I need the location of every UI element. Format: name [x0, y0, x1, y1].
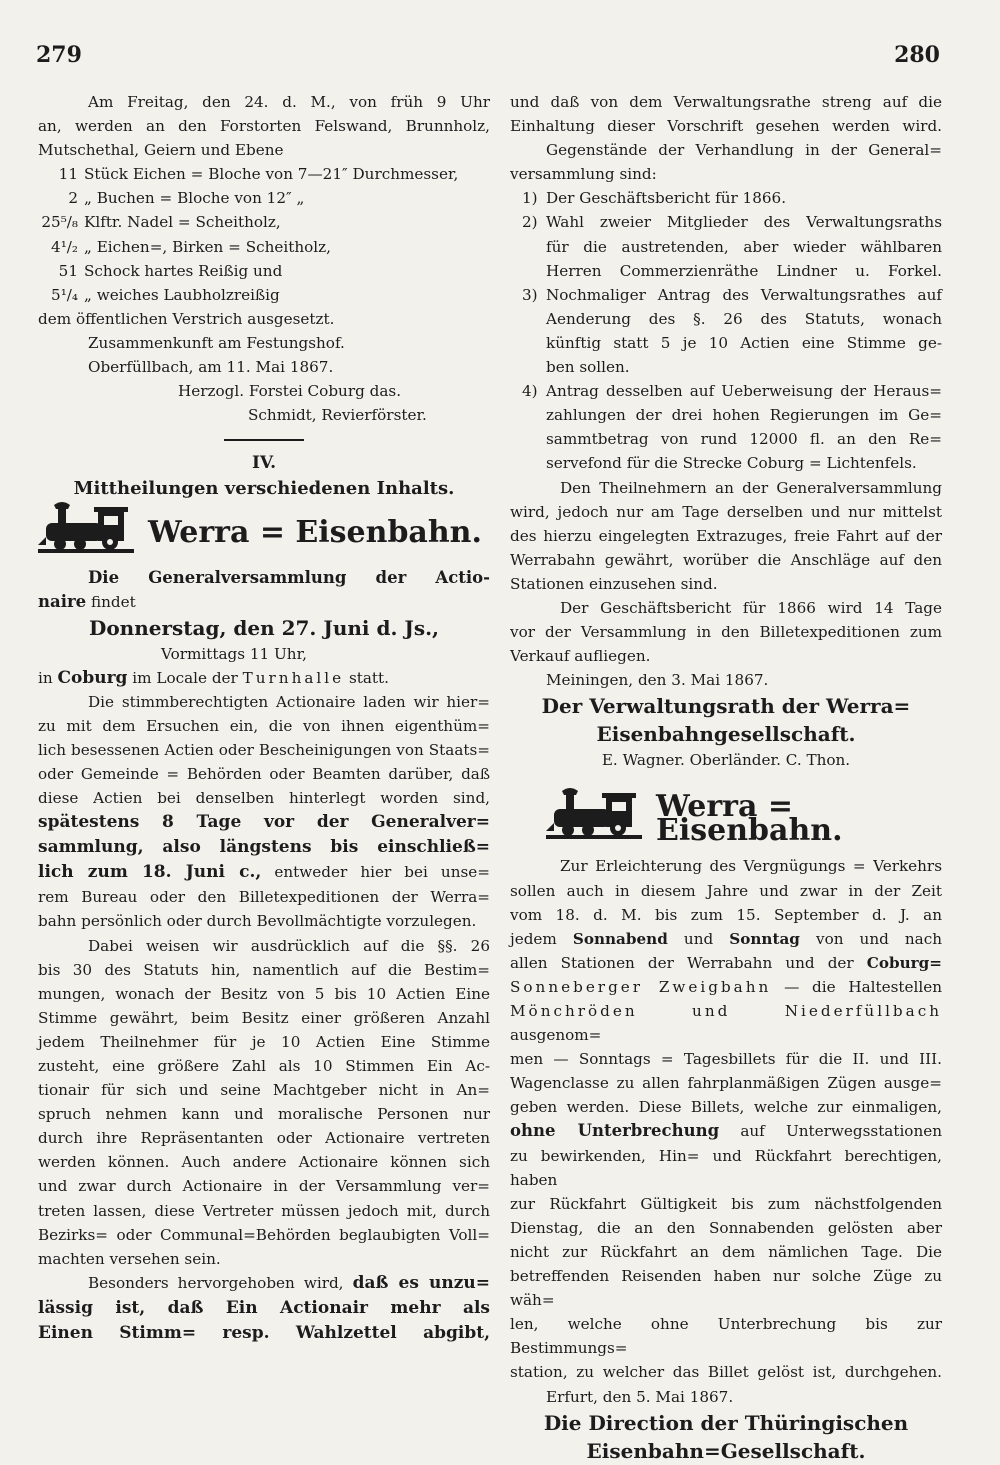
- text-line: jedem Sonnabend und Sonntag von und nach: [510, 929, 943, 948]
- text-line: lich zum 18. Juni c., entweder hier bei unse=: [38, 862, 491, 883]
- quantity: 11: [58, 165, 78, 184]
- meeting-location: in Coburg im Locale der Turnhalle statt.: [38, 667, 389, 688]
- text-line: Stationen einzusehen sind.: [510, 574, 718, 593]
- item-desc: Stück Eichen = Bloche von 7—21″ Durchmesser,: [84, 165, 459, 184]
- locomotive-icon: [38, 501, 134, 566]
- text-line: vom 18. d. M. bis zum 15. September d. J. an: [510, 905, 942, 924]
- place-date: Oberfüllbach, am 11. Mai 1867.: [88, 358, 334, 377]
- text-line: spruch nehmen kann und moralische Personen nur: [38, 1105, 490, 1124]
- agenda-item: [510, 210, 942, 282]
- agenda-number: 3): [522, 285, 538, 304]
- text-line: zu bewirkenden, Hin= und Rückfahrt berechtigen, haben: [510, 1146, 942, 1189]
- text-line: lich besessenen Actien oder Bescheinigungen von Staats=: [38, 741, 490, 760]
- text-line: zusteht, eine größere Zahl als 10 Stimmen Ein Ac-: [38, 1057, 490, 1075]
- text-line: Die stimmberechtigten Actionaire laden wir hier=: [88, 692, 490, 711]
- page-number-left: 279: [36, 42, 82, 68]
- text-line: men — Sonntags = Tagesbillets für die II. und III.: [510, 1050, 942, 1069]
- text-line: Antrag desselben auf Ueberweisung der Heraus=: [546, 382, 942, 401]
- meeting-date: Donnerstag, den 27. Juni d. Js.,: [88, 615, 440, 640]
- quantity: 2: [68, 189, 78, 208]
- meeting-time: Vormittags 11 Uhr,: [161, 644, 307, 663]
- text-line: Wagenclasse zu allen fahrplanmäßigen Zügen ausge=: [510, 1074, 942, 1093]
- text-line: zahlungen der drei hohen Regierungen im Ge=: [546, 406, 942, 425]
- text-line: betreffenden Reisenden haben nur solche Züge zu wäh=: [510, 1267, 942, 1310]
- agenda-item: [510, 379, 942, 475]
- text-line: vor der Versammlung in den Billetexpeditionen zum: [510, 623, 942, 642]
- text-line: station, zu welcher das Billet gelöst ist, durchgehen.: [510, 1363, 942, 1382]
- text-line: nicht zur Rückfahrt an dem nämlichen Tage. Die: [510, 1242, 942, 1261]
- text-line: Herren Commerzienräthe Lindner u. Forkel.: [546, 261, 942, 280]
- text-line: sammtbetrag von rund 12000 fl. an den Re=: [546, 430, 942, 449]
- place-date: Meiningen, den 3. Mai 1867.: [546, 671, 769, 690]
- signature: Der Verwaltungsrath der Werra=: [541, 694, 911, 719]
- text-line: bis 30 des Statuts hin, namentlich auf die Bestim=: [38, 960, 490, 979]
- text-line: Dienstag, die an den Sonnabenden gelösten aber: [510, 1218, 942, 1237]
- item-desc: Schock hartes Reißig und: [84, 261, 283, 280]
- text-line: treten lassen, diese Vertreter müssen jedoch mit, durch: [38, 1201, 490, 1220]
- text-line: zu mit dem Ersuchen ein, die von ihnen eigenthüm=: [38, 716, 490, 735]
- text-line: naire findet: [38, 591, 136, 611]
- list-item: [38, 235, 490, 259]
- agenda-item: [510, 186, 942, 210]
- list-item: [38, 283, 490, 307]
- item-desc: „ Eichen=, Birken = Scheitholz,: [84, 237, 331, 256]
- item-desc: „ Buchen = Bloche von 12″ „: [84, 189, 305, 208]
- werra-header: [510, 784, 942, 854]
- text-line: und daß von dem Verwaltungsrathe streng auf die: [510, 93, 942, 111]
- text-line: Nochmaliger Antrag des Verwaltungsrathes auf: [546, 285, 942, 304]
- text-line: geben werden. Diese Billets, welche zur einmaligen,: [510, 1098, 942, 1117]
- item-desc: „ weiches Laubholzreißig: [84, 285, 280, 304]
- quantity: 51: [58, 261, 78, 280]
- place-date: Erfurt, den 5. Mai 1867.: [546, 1387, 734, 1406]
- signature: Schmidt, Revierförster.: [248, 406, 427, 425]
- signature-names: E. Wagner. Oberländer. C. Thon.: [601, 751, 851, 770]
- text-line: mungen, wonach der Besitz von 5 bis 10 Actien Eine: [38, 984, 490, 1003]
- text-line: sammlung, also längstens bis einschließ=: [38, 837, 490, 858]
- text-line: Die Generalversammlung der Actio-: [88, 567, 490, 587]
- text-line: Zur Erleichterung des Vergnügungs = Verkehrs: [560, 857, 942, 876]
- right-column: [510, 90, 942, 1465]
- text-line: oder Gemeinde = Behörden oder Beamten darüber, daß: [38, 765, 490, 784]
- text-line: dem öffentlichen Verstrich ausgesetzt.: [38, 309, 335, 328]
- left-column: [38, 90, 490, 1346]
- signature: Die Direction der Thüringischen: [543, 1410, 909, 1435]
- text-line: lässig ist, daß Ein Actionair mehr als: [38, 1297, 490, 1318]
- text-line: Einhaltung dieser Vorschrift gesehen werden wird.: [510, 117, 942, 136]
- text-line: diese Actien bei denselben hinterlegt worden sind,: [38, 789, 490, 808]
- text-line: ohne Unterbrechung auf Unterwegsstationen: [510, 1121, 943, 1141]
- text-line: Der Geschäftsbericht für 1866.: [546, 189, 787, 208]
- signature: Eisenbahn=Gesellschaft.: [586, 1438, 866, 1463]
- text-line: jedem Theilnehmer für je 10 Actien Eine Stimme: [38, 1032, 490, 1051]
- text-line: tionair für sich und seine Machtgeber nicht in An=: [38, 1081, 490, 1100]
- text-line: machten versehen sein.: [38, 1249, 221, 1268]
- text-line: für die austretenden, aber wieder wählbaren: [546, 237, 942, 256]
- text-line: spätestens 8 Tage vor der Generalver=: [38, 812, 490, 833]
- text-line: Gegenstände der Verhandlung in der General=: [546, 141, 942, 160]
- item-desc: Klftr. Nadel = Scheitholz,: [84, 213, 281, 232]
- text-line: ben sollen.: [546, 358, 630, 377]
- text-line: Stimme gewährt, beim Besitz einer größeren Anzahl: [38, 1008, 490, 1027]
- text-line: durch ihre Repräsentanten oder Actionaire vertreten: [38, 1129, 490, 1148]
- text-line: Einen Stimm= resp. Wahlzettel abgibt,: [38, 1322, 490, 1343]
- timber-list: [38, 162, 490, 307]
- list-item: [38, 210, 490, 234]
- text-line: wird, jedoch nur am Tage derselben und nur mittelst: [510, 502, 942, 521]
- werra-header: [38, 502, 490, 566]
- text-line: Der Geschäftsbericht für 1866 wird 14 Tage: [560, 598, 942, 617]
- text-line: Sonneberger Zweigbahn — die Haltestellen: [510, 977, 942, 996]
- divider: [224, 439, 304, 441]
- text-line: Bezirks= oder Communal=Behörden beglaubigten Voll=: [38, 1225, 490, 1244]
- section-number: IV.: [251, 453, 277, 474]
- text-line: Dabei weisen wir ausdrücklich auf die §§. 26: [88, 936, 490, 955]
- list-item: [38, 186, 490, 210]
- agenda-number: 2): [522, 213, 538, 232]
- list-item: [38, 162, 490, 186]
- text-line: Wahl zweier Mitglieder des Verwaltungsraths: [546, 213, 942, 232]
- text-line: len, welche ohne Unterbrechung bis zur Bestimmungs=: [510, 1315, 942, 1358]
- section-title: Mittheilungen verschiedenen Inhalts.: [73, 478, 455, 500]
- page-number-right: 280: [894, 42, 940, 68]
- signature: Herzogl. Forstei Coburg das.: [178, 382, 402, 401]
- quantity: 5¹/₄: [51, 285, 78, 304]
- text-line: an, werden an den Forstorten Felswand, Brunnholz,: [38, 117, 490, 136]
- werra-title: Werra = Eisenbahn.: [656, 789, 843, 849]
- text-line: des hierzu eingelegten Extrazuges, freie Fahrt auf der: [510, 526, 942, 545]
- text-line: Werrabahn gewährt, worüber die Anschläge auf den: [510, 550, 942, 569]
- quantity: 4¹/₂: [51, 237, 78, 256]
- text-line: Am Freitag, den 24. d. M., von früh 9 Uhr: [88, 93, 490, 111]
- text-line: servefond für die Strecke Coburg = Lichtenfels.: [546, 454, 917, 473]
- signature: Eisenbahngesellschaft.: [596, 722, 856, 747]
- list-item: [38, 259, 490, 283]
- text-line: Aenderung des §. 26 des Statuts, wonach: [546, 309, 942, 328]
- agenda-number: 4): [522, 382, 538, 401]
- text-line: Besonders hervorgehoben wird, daß es unzu=: [88, 1272, 491, 1293]
- locomotive-icon: [546, 787, 642, 852]
- text-line: bahn persönlich oder durch Bevollmächtigte vorzulegen.: [38, 912, 477, 931]
- text-line: allen Stationen der Werrabahn und der Coburg=: [510, 953, 942, 972]
- text-line: rem Bureau oder den Billetexpeditionen der Werra=: [38, 888, 490, 907]
- text-line: Mutschethal, Geiern und Ebene: [38, 141, 284, 160]
- text-line: versammlung sind:: [510, 165, 657, 184]
- text-line: werden können. Auch andere Actionaire können sich: [38, 1153, 490, 1172]
- text-line: zur Rückfahrt Gültigkeit bis zum nächstfolgenden: [510, 1194, 942, 1213]
- text-line: Verkauf aufliegen.: [510, 647, 651, 666]
- quantity: 25⁵/₈: [41, 213, 78, 232]
- text-line: künftig statt 5 je 10 Actien eine Stimme ge-: [546, 333, 942, 352]
- agenda-item: [510, 283, 942, 379]
- werra-title: Werra = Eisenbahn.: [148, 515, 482, 551]
- text-line: Zusammenkunft am Festungshof.: [88, 333, 345, 352]
- text-line: Den Theilnehmern an der Generalversammlung: [560, 478, 942, 497]
- agenda-number: 1): [522, 189, 538, 208]
- text-line: und zwar durch Actionaire in der Versammlung ver=: [38, 1177, 490, 1196]
- text-line: sollen auch in diesem Jahre und zwar in der Zeit: [510, 881, 942, 900]
- text-line: Mönchröden und Niederfüllbach ausgenom=: [510, 1002, 942, 1045]
